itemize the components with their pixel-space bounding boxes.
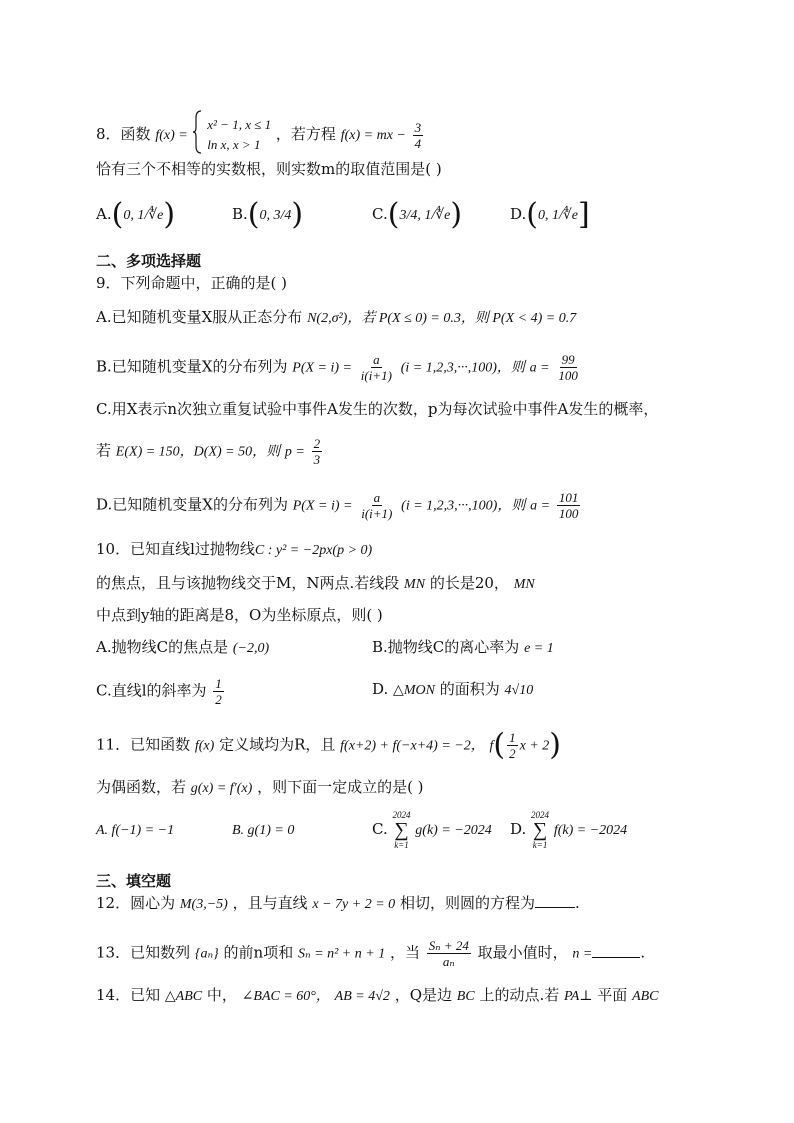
- q10-line2-math: MN: [404, 577, 426, 592]
- q9-option-d-text: D.已知随机变量X的分布列为: [96, 495, 288, 514]
- q12-end: .: [574, 894, 580, 912]
- sum-symbol: 2024 ∑ k=1: [531, 810, 550, 850]
- q9-option-b-res: a =: [529, 360, 550, 376]
- q11-option-a-math: A. f(−1) = −1: [96, 823, 175, 838]
- q8-option-c[interactable]: C.(3/4, 1/∜e): [372, 197, 463, 232]
- q9-option-c-line2: [96, 436, 324, 467]
- q10-line2-mid: 的长是20，: [429, 574, 509, 592]
- q10-option-d-value: 4√10: [504, 683, 534, 698]
- q12-math2: x − 7y + 2 = 0: [312, 897, 396, 912]
- q8-option-b-label: B.: [232, 205, 248, 223]
- sum-symbol: 2024 ∑ k=1: [392, 810, 411, 850]
- q9-option-c-pre: 若: [96, 441, 112, 460]
- q9-option-d[interactable]: [96, 490, 582, 521]
- q13-line: [96, 938, 645, 969]
- q14-text: 14．已知: [96, 986, 161, 1004]
- q13-end: .: [640, 943, 646, 962]
- q9-option-a[interactable]: [96, 306, 576, 330]
- q13-mid2: ，当: [389, 943, 420, 962]
- q11-option-d-label: D.: [510, 820, 527, 838]
- q13-answer-blank[interactable]: [592, 943, 640, 958]
- q10-line2-math2: MN: [513, 577, 535, 592]
- q14-post3: 平面: [597, 986, 628, 1004]
- q8-case1: x² − 1, x ≤ 1: [207, 117, 272, 132]
- q14-mid: 中，: [206, 986, 237, 1004]
- q8-option-b-value: 0, 3/4: [259, 208, 292, 223]
- q9-option-a-math: N(2,σ²)，若 P(X ≤ 0) = 0.3，则 P(X < 4) = 0.7: [307, 311, 577, 326]
- q11-line1-mid: 定义域均为R，且: [219, 735, 336, 754]
- q14-math3: AB = 4√2: [334, 989, 390, 1004]
- q8-option-a-value: 0, 1/∜e: [123, 208, 164, 223]
- q9-option-b-frac: $\frac{a}{i(i+1)}$: [360, 352, 392, 383]
- q8-option-d-value: 0, 1/∜e: [537, 208, 579, 223]
- q11-line1-math1: f(x): [194, 738, 215, 754]
- q13-math3: n =: [572, 946, 593, 962]
- q8-option-c-label: C.: [372, 205, 388, 223]
- section-3-title: 三、填空题: [96, 872, 172, 890]
- q11-frac: $\frac{1}{2}$: [509, 730, 516, 761]
- q9-option-a-text: A.已知随机变量X服从正态分布: [96, 308, 303, 326]
- q11-line1-text: 11．已知函数: [96, 735, 191, 754]
- q14-math2: ∠BAC = 60°，: [241, 989, 330, 1004]
- q10-option-d[interactable]: [372, 678, 533, 702]
- q12-post: 相切，则圆的方程为: [399, 894, 535, 912]
- q9-option-d-math1: P(X = i) =: [292, 498, 353, 514]
- q11-line2-text: 为偶函数，若: [96, 778, 187, 796]
- q14-math6: ABC: [632, 989, 659, 1004]
- q9-option-c-line1[interactable]: C.用X表示n次独立重复试验中事件A发生的次数，p为每次试验中事件A发生的概率，: [96, 400, 659, 418]
- q10-option-d-math: △MON: [393, 683, 435, 698]
- q10-option-b[interactable]: [372, 636, 554, 660]
- q9-option-b-text: B.已知随机变量X的分布列为: [96, 357, 288, 376]
- q11-option-c-math: g(k) = −2024: [415, 823, 492, 838]
- q9-option-d-frac: $\frac{a}{i(i+1)}$: [361, 490, 393, 521]
- q8-cases: [207, 115, 271, 155]
- q8-option-b[interactable]: B.(0, 3/4): [232, 197, 304, 232]
- q11-option-c-label: C.: [372, 820, 388, 838]
- q8-option-a[interactable]: A.(0, 1/∜e): [96, 197, 176, 232]
- q8-option-a-label: A.: [96, 205, 112, 223]
- q11-option-b-math: B. g(1) = 0: [232, 823, 295, 838]
- q13-math2: Sₙ = n² + n + 1: [297, 946, 386, 962]
- q8-mid: ，若方程: [275, 125, 336, 143]
- q11-option-b[interactable]: [232, 818, 294, 842]
- q10-line2: [96, 572, 535, 596]
- q9-option-d-res-frac: $\frac{101}{100}$: [558, 490, 579, 521]
- q9-option-b-math2: (i = 1,2,3,···,100)，则: [400, 360, 525, 376]
- q10-line2-text: 的焦点，且与该抛物线交于M，N两点.若线段: [96, 574, 400, 592]
- q11-option-d-math: f(k) = −2024: [553, 823, 628, 838]
- q13-text: 13．已知数列: [96, 943, 191, 962]
- q10-option-b-math: e = 1: [524, 641, 554, 656]
- q10-option-c-frac: $\frac{1}{2}$: [215, 676, 222, 707]
- q9-option-d-res: a =: [530, 498, 551, 514]
- q8-line2: 恰有三个不相等的实数根，则实数m的取值范围是( ): [96, 160, 442, 178]
- q9-option-b[interactable]: [96, 352, 582, 383]
- q11-line2: [96, 776, 424, 800]
- q9-option-d-math2: (i = 1,2,3,···,100)，则: [401, 498, 526, 514]
- q9-option-c-res: p =: [284, 444, 305, 460]
- q9-option-c-frac: $\frac{2}{3}$: [313, 436, 321, 467]
- q10-option-a-math: (−2,0): [232, 641, 270, 656]
- q8-option-d-label: D.: [510, 205, 527, 223]
- q9-option-b-res-frac: $\frac{99}{100}$: [558, 352, 578, 383]
- q11-line2-math: g(x) = f′(x): [190, 781, 253, 796]
- q10-option-a-text: A.抛物线C的焦点是: [96, 638, 229, 656]
- q13-frac: $\frac{\text{Sₙ + 24}}{\text{aₙ}}$: [428, 938, 469, 969]
- q9-stem: 9．下列命题中，正确的是( ): [96, 274, 288, 292]
- q12-mid: ，且与直线: [232, 894, 308, 912]
- q11-option-d[interactable]: [510, 810, 627, 850]
- q8-case2: ln x, x > 1: [207, 137, 261, 152]
- q11-line1-math4: x + 2: [519, 738, 550, 754]
- q8-frac: $\frac{3}{4}$: [414, 119, 422, 151]
- q10-option-c-text: C.直线l的斜率为: [96, 681, 207, 700]
- q12-text: 12．圆心为: [96, 894, 176, 912]
- q9-option-c-math: E(X) = 150，D(X) = 50，则: [115, 444, 281, 460]
- q14-post: ，Q是边: [394, 986, 452, 1004]
- q8-eq: f(x) = mx −: [340, 128, 406, 143]
- q8-stem: [96, 110, 425, 160]
- q13-mid: 的前n项和: [223, 943, 294, 962]
- q14-post2: 上的动点.若: [479, 986, 560, 1004]
- q10-option-a[interactable]: [96, 636, 269, 660]
- q9-option-b-math1: P(X = i) =: [292, 360, 352, 376]
- q8-number: 8．函数: [96, 125, 151, 143]
- q10-option-d-label: D.: [372, 680, 389, 698]
- q11-option-a[interactable]: [96, 818, 174, 842]
- q11-line1: 11．已知函数 f(x) 定义域均为R，且 f(x+2) + f(−x+4) = −2， f( $\frac{1}{2}$ x + 2): [96, 727, 561, 763]
- q8-func: f(x) =: [155, 128, 188, 143]
- q11-line2-post: ，则下面一定成立的是( ): [257, 778, 424, 796]
- q8-option-c-value: 3/4, 1/∜e: [399, 208, 451, 223]
- q12-answer-blank[interactable]: [535, 893, 575, 908]
- q10-line1: [96, 538, 372, 562]
- q10-line1-text: 10．已知直线l过抛物线: [96, 540, 255, 558]
- q14-math5: PA⊥: [564, 989, 593, 1004]
- q10-option-c[interactable]: [96, 676, 226, 707]
- q14-math4: BC: [456, 989, 475, 1004]
- q12-line: [96, 892, 580, 916]
- q13-post: 取最小值时，: [477, 943, 568, 962]
- case-brace: [192, 110, 202, 160]
- section-2-title: 二、多项选择题: [96, 252, 202, 270]
- q14-math1: △ABC: [164, 989, 203, 1004]
- q10-line1-math: C : y² = −2px(p > 0): [254, 543, 373, 558]
- q14-line: [96, 984, 659, 1008]
- q10-option-d-text: 的面积为: [439, 680, 500, 698]
- q11-line1-math2: f(x+2) + f(−x+4) = −2，: [340, 738, 485, 754]
- q11-line1-math3: f: [489, 738, 494, 754]
- q10-line3: 中点到y轴的距离是8，O为坐标原点，则( ): [96, 606, 383, 624]
- q11-option-c[interactable]: [372, 810, 492, 850]
- q13-math1: {aₙ}: [194, 946, 219, 962]
- q10-option-b-text: B.抛物线C的离心率为: [372, 638, 520, 656]
- q8-option-d[interactable]: D.(0, 1/∜e]: [510, 197, 590, 232]
- q12-math1: M(3,−5): [179, 897, 228, 912]
